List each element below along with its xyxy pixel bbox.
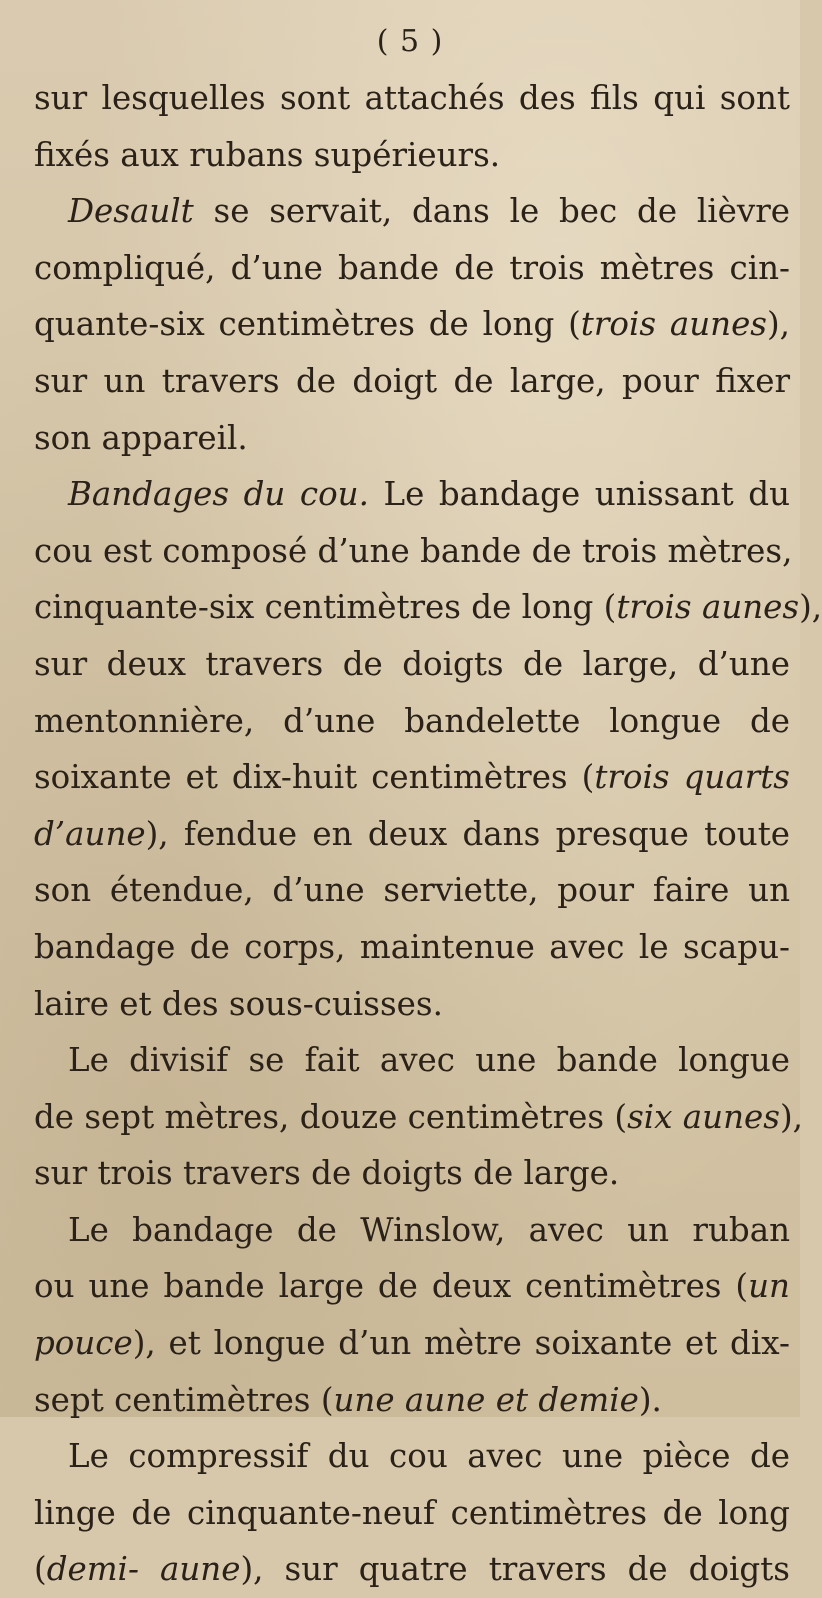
text-line: [34, 1428, 790, 1485]
text-line: [34, 1372, 790, 1429]
text-line: [34, 862, 790, 919]
line-segment: Le compressif du cou avec une pièce de: [68, 1437, 790, 1476]
line-segment: ), et longue d’un mètre soixante et dix-: [132, 1324, 790, 1363]
line-segment: bandage de corps, maintenue avec le scapu-: [34, 927, 790, 966]
line-segment: de sept mètres, douze centimètres (: [34, 1097, 628, 1136]
text-line: [34, 353, 790, 410]
line-segment: mentonnière, d’une bandelette longue de: [34, 701, 790, 740]
line-segment: pouce: [34, 1324, 133, 1363]
line-segment: sur trois travers de doigts de large.: [34, 1154, 620, 1193]
line-segment: sept centimètres (: [34, 1380, 334, 1419]
line-segment: son étendue, d’une serviette, pour faire un: [34, 871, 790, 910]
text-line: [34, 410, 790, 467]
line-segment: quante-six centimètres de long (: [34, 305, 581, 344]
line-segment: six aunes: [627, 1097, 780, 1136]
line-segment: ),: [779, 1097, 803, 1136]
line-segment: une aune et demie: [333, 1380, 639, 1419]
line-segment: trois quarts: [594, 758, 790, 797]
line-segment: compliqué, d’une bande de trois mètres cin-: [34, 248, 790, 287]
text-line: [34, 976, 790, 1033]
line-segment: Le bandage de Winslow, avec un ruban: [68, 1210, 790, 1249]
line-segment: Desault: [68, 192, 194, 231]
page-number: ( 5 ): [376, 24, 444, 59]
text-line: [34, 1258, 790, 1315]
text-line: [34, 1485, 790, 1542]
text-line: [34, 806, 790, 863]
text-line: [34, 1315, 790, 1372]
text-line: [34, 1202, 790, 1259]
line-segment: laire et des sous-cuisses.: [34, 984, 443, 1023]
line-segment: sur un travers de doigt de large, pour fixer: [34, 361, 790, 400]
line-segment: Le divisif se fait avec une bande longue: [68, 1041, 790, 1080]
line-segment: un: [748, 1267, 790, 1306]
line-segment: soixante et dix-huit centimètres (: [34, 758, 595, 797]
text-line: [34, 296, 790, 353]
text-line: [34, 466, 790, 523]
text-line: [34, 523, 793, 580]
line-segment: se servait, dans le bec de lièvre: [193, 192, 790, 231]
text-line: [34, 1541, 790, 1598]
text-line: [34, 919, 790, 976]
line-segment: linge de cinquante-neuf centimètres de long: [34, 1493, 790, 1532]
line-segment: (: [34, 1550, 47, 1589]
line-segment: sur lesquelles sont attachés des fils qui sont: [34, 79, 790, 117]
text-line: [34, 749, 790, 806]
line-segment: ),: [799, 588, 822, 627]
line-segment: ), fendue en deux dans presque toute: [145, 814, 790, 853]
text-line: [34, 693, 790, 750]
line-segment: fixés aux rubans supérieurs.: [34, 135, 501, 174]
text-line: [34, 183, 790, 240]
text-line: [34, 1145, 790, 1202]
text-line: [34, 1089, 803, 1146]
text-line: [34, 240, 790, 297]
line-segment: cou est composé d’une bande de trois mètres,: [34, 531, 793, 570]
text-line: [34, 636, 790, 693]
line-segment: sur deux travers de doigts de large, d’une: [34, 644, 790, 683]
line-segment: son appareil.: [34, 418, 248, 457]
line-segment: ),: [766, 305, 790, 344]
line-segment: ou une bande large de deux centimètres (: [34, 1267, 749, 1306]
line-segment: Le bandage unissant du: [368, 475, 790, 514]
line-segment: demi- aune: [46, 1550, 241, 1589]
line-segment: d’aune: [34, 814, 146, 853]
line-segment: trois aunes: [616, 588, 800, 627]
line-segment: cinquante-six centimètres de long (: [34, 588, 617, 627]
line-segment: Bandages du cou.: [68, 475, 369, 514]
line-segment: ).: [638, 1380, 662, 1419]
text-line: [34, 70, 790, 127]
line-segment: trois aunes: [580, 305, 767, 344]
line-segment: ), sur quatre travers de doigts: [240, 1550, 790, 1589]
text-line: [34, 1032, 790, 1089]
body-text: [34, 70, 822, 1598]
text-line: [34, 127, 790, 184]
text-line: [34, 579, 822, 636]
